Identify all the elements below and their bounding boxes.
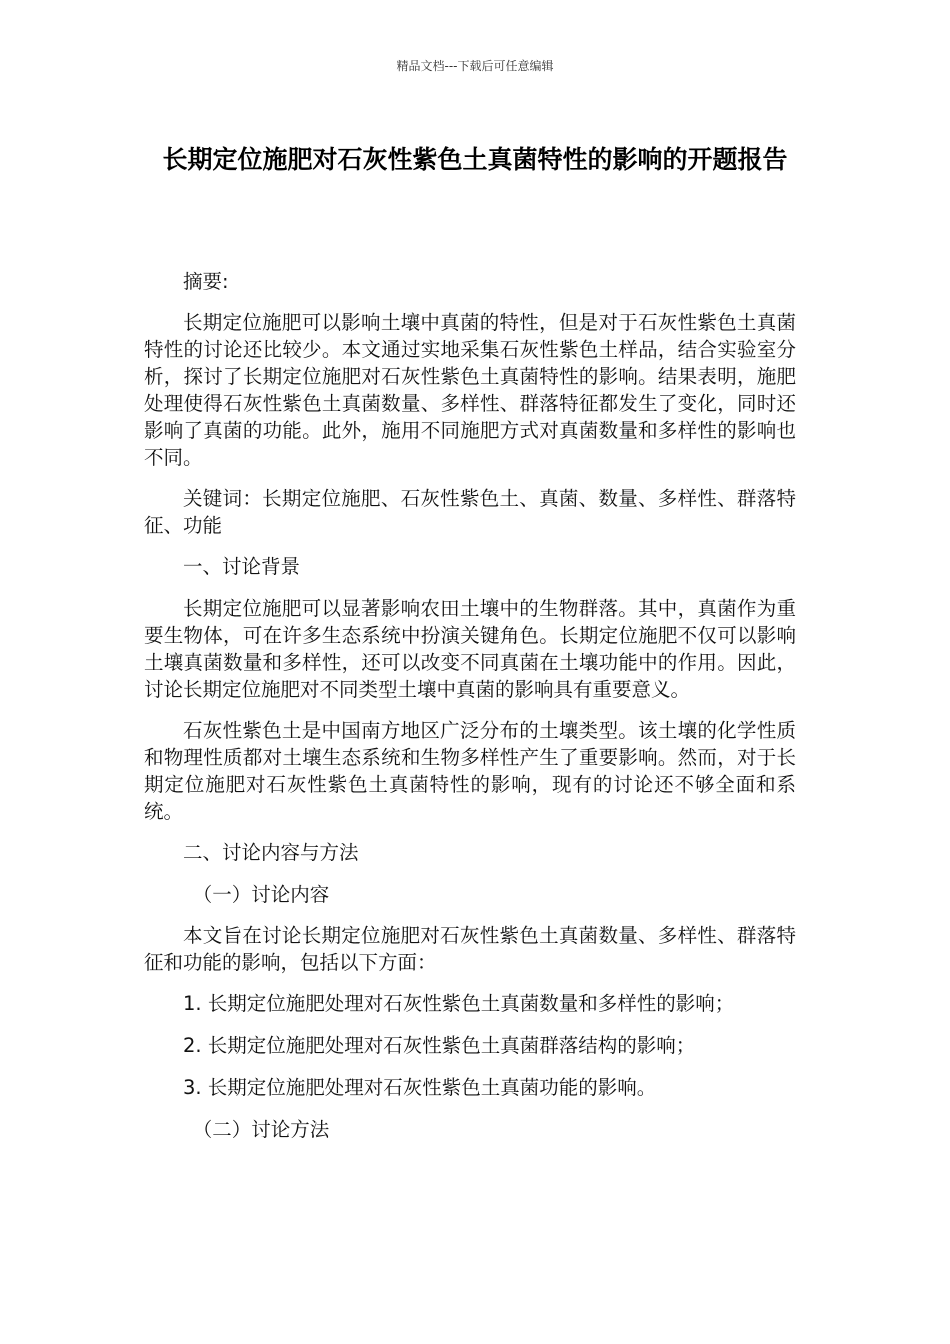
list-item: 3. 长期定位施肥处理对石灰性紫色土真菌功能的影响。	[183, 1076, 657, 1099]
background-paragraph-1: 长期定位施肥可以显著影响农田土壤中的生物群落。其中，真菌作为重要生物体，可在许多生态系统中扮演关键角色。长期定位施肥不仅可以影响土壤真菌数量和多样性，还可以改变不同真菌在土壤功能中的作用。因此，讨论长期定位施肥对不同类型土壤中真菌的影响具有重要意义。	[144, 597, 796, 701]
document-body	[144, 268, 796, 1157]
content-paragraph: 本文旨在讨论长期定位施肥对石灰性紫色土真菌数量、多样性、群落特征和功能的影响，包括以下方面：	[144, 924, 796, 974]
list-item: 1. 长期定位施肥处理对石灰性紫色土真菌数量和多样性的影响；	[183, 992, 735, 1015]
abstract-label: 摘要:	[183, 270, 229, 293]
section-heading-content-methods: 二、讨论内容与方法	[183, 841, 359, 864]
subsection-heading-methods: （二）讨论方法	[192, 1118, 330, 1141]
header-note: 精品文档---下载后可任意编辑	[396, 59, 554, 73]
list-item: 2. 长期定位施肥处理对石灰性紫色土真菌群落结构的影响；	[183, 1034, 696, 1057]
abstract-paragraph: 长期定位施肥可以影响土壤中真菌的特性，但是对于石灰性紫色土真菌特性的讨论还比较少。本文通过实地采集石灰性紫色土样品，结合实验室分析，探讨了长期定位施肥对石灰性紫色土真菌特性的影响。结果表明，施肥处理使得石灰性紫色土真菌数量、多样性、群落特征都发生了变化，同时还影响了真菌的功能。此外，施用不同施肥方式对真菌数量和多样性的影响也不同。	[144, 311, 796, 469]
section-heading-background: 一、讨论背景	[183, 555, 301, 578]
background-paragraph-2: 石灰性紫色土是中国南方地区广泛分布的土壤类型。该土壤的化学性质和物理性质都对土壤生态系统和生物多样性产生了重要影响。然而，对于长期定位施肥对石灰性紫色土真菌特性的影响，现有的讨论还不够全面和系统。	[144, 719, 796, 823]
document-title: 长期定位施肥对石灰性紫色土真菌特性的影响的开题报告	[162, 145, 788, 174]
subsection-heading-content: （一）讨论内容	[192, 883, 330, 906]
keywords-paragraph: 关键词：长期定位施肥、石灰性紫色土、真菌、数量、多样性、群落特征、功能	[144, 487, 796, 537]
